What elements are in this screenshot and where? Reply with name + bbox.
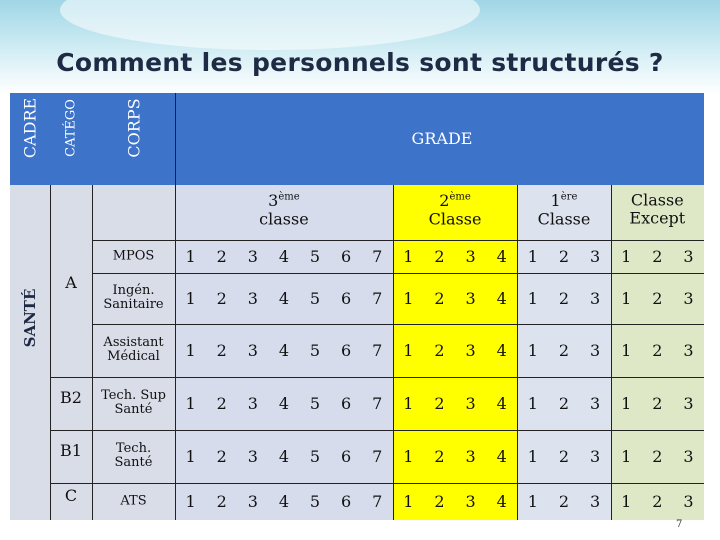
grade-group-title-2 — [429, 191, 482, 228]
step-number: 2 — [434, 340, 445, 360]
step-number: 1 — [403, 393, 414, 413]
corps-label-line: Tech. — [115, 440, 152, 456]
step-number: 2 — [652, 246, 663, 266]
step-number: 3 — [683, 340, 694, 360]
step-number: 5 — [309, 340, 321, 360]
step-number: 2 — [558, 340, 570, 360]
step-number: 2 — [652, 491, 663, 511]
step-number: 4 — [496, 393, 507, 413]
catego-divider — [50, 185, 51, 520]
step-number: 4 — [496, 491, 507, 511]
corps-label-line: ATS — [120, 493, 147, 509]
row-divider — [50, 377, 704, 378]
grade-group-title-4 — [629, 192, 685, 229]
step-number: 1 — [185, 288, 196, 308]
step-number: 1 — [621, 393, 632, 413]
step-number: 2 — [652, 340, 663, 360]
grade-group-divider — [611, 185, 612, 520]
subheader-divider — [92, 240, 704, 241]
step-number: 3 — [683, 491, 694, 511]
step-number: 2 — [558, 246, 570, 266]
step-number: 3 — [589, 491, 601, 511]
row-divider — [50, 430, 704, 431]
grade-group-divider — [393, 185, 394, 520]
step-number: 4 — [278, 340, 289, 360]
corps-label-line: Ingén. — [112, 282, 155, 298]
step-number: 1 — [527, 393, 538, 413]
step-number: 5 — [309, 288, 321, 308]
corps-label-line: MPOS — [112, 248, 155, 264]
grade-title-superscript: ère — [560, 191, 578, 203]
step-number: 1 — [185, 491, 196, 511]
step-number: 1 — [403, 491, 414, 511]
corps-header-label: CORPS — [124, 98, 143, 158]
step-number: 6 — [341, 246, 352, 266]
corps-label-line: Sanitaire — [103, 297, 164, 313]
step-number: 2 — [434, 393, 445, 413]
step-number: 4 — [278, 288, 289, 308]
step-number: 3 — [247, 446, 258, 466]
step-number: 2 — [216, 393, 227, 413]
catego-header-label: CATÉGO — [63, 99, 79, 157]
grade-title-main: 1 — [550, 190, 561, 210]
step-number: 3 — [589, 288, 601, 308]
step-number: 3 — [465, 246, 476, 266]
step-number: 3 — [247, 246, 258, 266]
row-divider — [50, 483, 704, 484]
corps-label — [120, 494, 146, 509]
row-divider — [92, 273, 704, 274]
grade-group-divider — [517, 185, 518, 520]
step-number: 5 — [309, 393, 321, 413]
step-number: 2 — [652, 393, 663, 413]
corps-label-line: Santé — [114, 402, 153, 418]
step-number: 3 — [683, 246, 694, 266]
step-number: 2 — [434, 288, 445, 308]
step-number: 5 — [309, 246, 321, 266]
step-number: 1 — [621, 246, 632, 266]
grade-header-label: GRADE — [411, 128, 473, 148]
step-number: 1 — [621, 491, 632, 511]
step-number: 3 — [247, 340, 258, 360]
step-number: 1 — [527, 446, 538, 466]
step-number: 2 — [652, 446, 663, 466]
grade-title-main: 3 — [268, 190, 279, 210]
step-number: 3 — [465, 446, 476, 466]
step-number: 3 — [683, 393, 694, 413]
step-number: 3 — [465, 340, 476, 360]
grade-title-main: 2 — [439, 190, 450, 210]
step-number: 1 — [185, 340, 196, 360]
step-number: 6 — [341, 446, 352, 466]
step-number: 4 — [278, 446, 289, 466]
step-number: 7 — [372, 288, 383, 308]
row-divider — [92, 324, 704, 325]
step-number: 6 — [341, 288, 352, 308]
grade-title-second-line: Classe — [428, 209, 482, 229]
step-number: 6 — [341, 340, 352, 360]
step-number: 1 — [621, 340, 632, 360]
step-number: 4 — [278, 491, 289, 511]
page-number: 7 — [676, 519, 683, 530]
category-label: C — [64, 485, 78, 505]
step-number: 6 — [341, 393, 352, 413]
corps-label — [113, 249, 155, 264]
step-number: 1 — [621, 446, 632, 466]
step-number: 3 — [465, 393, 476, 413]
step-number: 2 — [558, 393, 570, 413]
corps-label — [115, 442, 153, 472]
step-number: 7 — [372, 491, 383, 511]
step-number: 2 — [652, 288, 663, 308]
cadre-label: SANTÉ — [21, 288, 39, 348]
category-label: B2 — [60, 387, 82, 407]
step-number: 1 — [403, 340, 414, 360]
corps-label — [101, 389, 166, 419]
step-number: 1 — [185, 393, 196, 413]
step-number: 3 — [589, 393, 601, 413]
step-number: 2 — [558, 288, 570, 308]
corps-label-line: Santé — [114, 455, 153, 471]
corps-label-line: Médical — [107, 349, 160, 365]
step-number: 7 — [372, 393, 383, 413]
category-label: B1 — [60, 440, 82, 460]
step-number: 7 — [372, 446, 383, 466]
corps-label — [103, 284, 163, 314]
step-number: 3 — [683, 288, 694, 308]
step-number: 2 — [216, 246, 227, 266]
step-number: 1 — [621, 288, 632, 308]
step-number: 4 — [496, 340, 507, 360]
step-number: 4 — [278, 393, 289, 413]
step-number: 4 — [278, 246, 289, 266]
grade-title-second-line: Classe — [537, 209, 591, 229]
step-number: 4 — [496, 446, 507, 466]
step-number: 3 — [589, 446, 601, 466]
step-number: 2 — [216, 288, 227, 308]
step-number: 2 — [558, 491, 570, 511]
step-number: 1 — [527, 246, 538, 266]
step-number: 5 — [309, 446, 321, 466]
cadre-header-label: CADRE — [20, 97, 40, 159]
step-number: 1 — [527, 491, 538, 511]
grade-title-second-line: classe — [259, 209, 309, 229]
step-number: 4 — [496, 246, 507, 266]
step-number: 5 — [309, 491, 321, 511]
step-number: 3 — [247, 288, 258, 308]
step-number: 2 — [216, 491, 227, 511]
step-number: 1 — [403, 288, 414, 308]
grade-group-title-1 — [259, 191, 309, 228]
step-number: 7 — [372, 340, 383, 360]
grade-title-main: Classe — [630, 190, 684, 210]
step-number: 3 — [247, 393, 258, 413]
corps-label-line: Assistant — [103, 334, 164, 350]
step-number: 1 — [403, 246, 414, 266]
step-number: 2 — [216, 446, 227, 466]
step-number: 3 — [247, 491, 258, 511]
step-number: 2 — [434, 246, 445, 266]
step-number: 3 — [465, 491, 476, 511]
grade-title-superscript: ème — [449, 191, 471, 203]
grade-start-divider — [175, 93, 176, 520]
step-number: 3 — [465, 288, 476, 308]
corps-label — [103, 336, 163, 366]
grade-group-title-3 — [538, 191, 591, 228]
step-number: 2 — [558, 446, 570, 466]
step-number: 2 — [434, 491, 445, 511]
step-number: 3 — [589, 246, 601, 266]
step-number: 7 — [372, 246, 383, 266]
step-number: 4 — [496, 288, 507, 308]
grade-title-superscript: ème — [278, 191, 300, 203]
corps-divider — [92, 185, 93, 520]
step-number: 3 — [683, 446, 694, 466]
step-number: 3 — [589, 340, 601, 360]
page-title: Comment les personnels sont structurés ? — [56, 48, 664, 77]
step-number: 2 — [434, 446, 445, 466]
step-number: 1 — [185, 446, 196, 466]
grade-title-second-line: Except — [629, 209, 686, 228]
corps-label-line: Tech. Sup — [101, 387, 166, 403]
step-number: 1 — [527, 288, 538, 308]
category-label: A — [65, 272, 77, 292]
step-number: 1 — [185, 246, 196, 266]
step-number: 6 — [341, 491, 352, 511]
step-number: 1 — [403, 446, 414, 466]
step-number: 2 — [216, 340, 227, 360]
step-number: 1 — [527, 340, 538, 360]
